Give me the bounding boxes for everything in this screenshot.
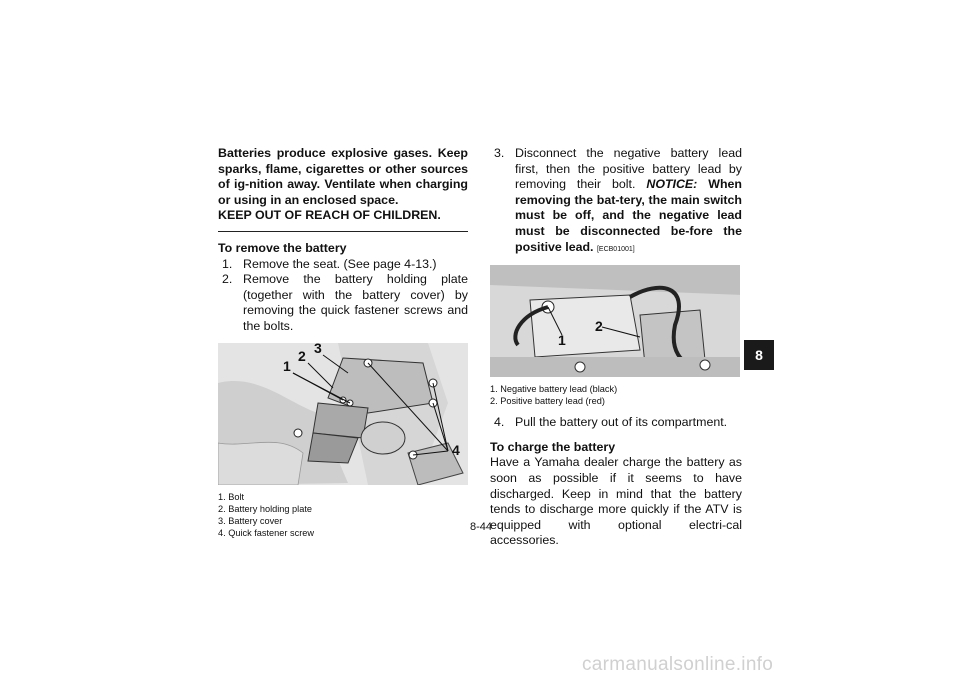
callout-1: 1	[283, 357, 291, 374]
page-number: 8-44	[470, 521, 493, 533]
figure-legend	[490, 383, 742, 407]
legend-item: 1. Bolt	[218, 491, 245, 502]
step-number: 2.	[222, 272, 233, 287]
battery-leads-illustration	[490, 265, 740, 377]
battery-removal-illustration	[218, 343, 468, 485]
step-number: 4.	[494, 415, 505, 430]
notice-code: [ECB01001]	[596, 245, 635, 253]
step-text: Pull the battery out of its compartment.	[515, 415, 728, 430]
step-text: Remove the seat. (See page 4-13.)	[243, 256, 437, 271]
battery-leads-figure	[490, 265, 740, 377]
charge-heading: To charge the battery	[490, 439, 616, 454]
callout-1: 1	[558, 332, 566, 349]
notice-label: NOTICE:	[646, 177, 698, 192]
legend-item: 4. Quick fastener screw	[218, 527, 314, 538]
watermark: carmanualsonline.info	[582, 654, 774, 675]
left-column	[218, 146, 468, 539]
legend-item: 1. Negative battery lead (black)	[490, 384, 618, 395]
step-number: 3.	[494, 146, 505, 160]
step-2	[218, 272, 468, 334]
step-text: Remove the battery holding plate (together with the battery cover) by removing the quick fastener screws and the bolts.	[243, 272, 468, 333]
legend-item: 2. Positive battery lead (red)	[490, 396, 605, 407]
legend-item: 3. Battery cover	[218, 515, 283, 526]
warning-caps: KEEP OUT OF REACH OF CHILDREN.	[218, 208, 441, 223]
legend-item: 2. Battery holding plate	[218, 503, 312, 514]
figure-legend	[218, 491, 468, 539]
remove-heading: To remove the battery	[218, 240, 347, 255]
chapter-tab-marker: 8	[744, 340, 774, 370]
step-number: 1.	[222, 256, 233, 271]
callout-4: 4	[452, 441, 460, 458]
right-column	[490, 146, 742, 549]
warning-text: Batteries produce explosive gases. Keep sparks, flame, cigarettes or other sources of ig-nition away. Ventilate when charging or using in an enclosed space.	[218, 146, 468, 207]
divider	[218, 231, 468, 232]
charge-text: Have a Yamaha dealer charge the battery as soon as possible if it seems to have discharged. Keep in mind that the battery tends to discharge more quickly if the ATV is equipped with optional electri-cal accessories.	[490, 455, 742, 548]
battery-removal-figure	[218, 343, 468, 485]
step-4	[490, 415, 742, 431]
step-3	[490, 146, 742, 257]
step-1	[218, 257, 468, 273]
callout-3: 3	[314, 342, 322, 356]
callout-2: 2	[298, 347, 306, 364]
callout-2: 2	[595, 318, 603, 335]
step-text: Disconnect the negative battery lead first, then the positive battery lead by removing their bolt.	[515, 146, 742, 192]
notice-text: When removing the bat-tery, the main switch must be off, and the negative lead must be disconnected be-fore the positive lead.	[515, 177, 743, 254]
